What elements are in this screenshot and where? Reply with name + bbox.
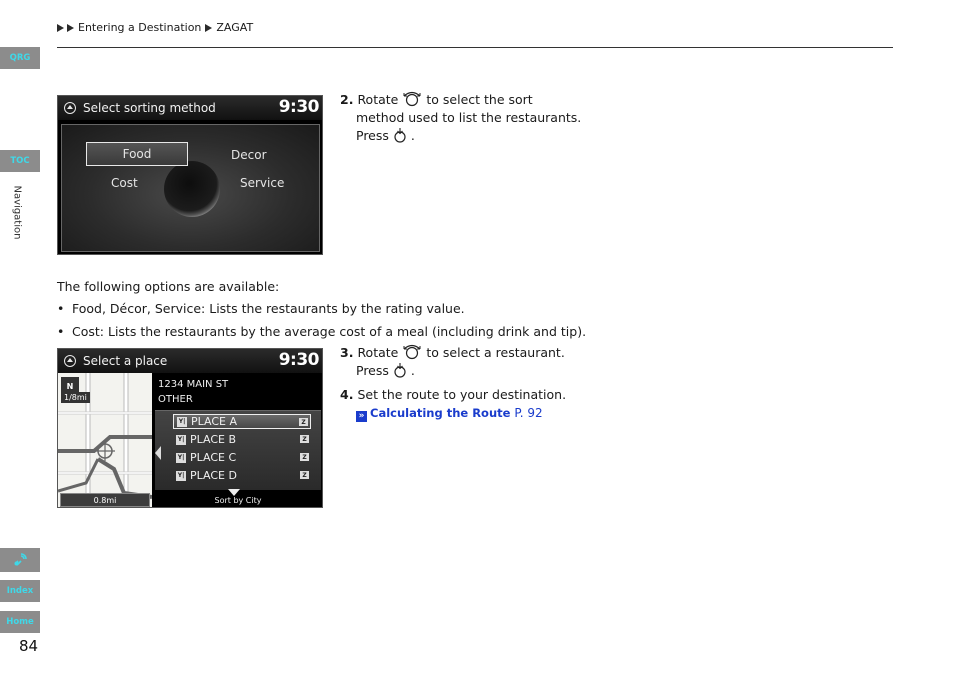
zagat-badge-icon: Z <box>300 435 309 443</box>
place-list-item[interactable] <box>173 432 311 447</box>
zagat-badge-icon: Z <box>299 418 308 426</box>
map-scale: 1/8mi <box>61 392 90 403</box>
step-3 <box>340 344 565 380</box>
breadcrumb-arrow-icon <box>205 24 212 32</box>
cross-reference-page[interactable]: P. 92 <box>514 406 543 420</box>
header-divider <box>57 47 893 48</box>
place-list-item[interactable] <box>173 468 311 483</box>
restaurant-icon: Y| <box>177 454 185 461</box>
screen-title: Select a place <box>83 354 168 368</box>
cross-reference-link[interactable]: Calculating the Route <box>370 406 511 420</box>
step-number: 3. <box>340 345 354 360</box>
step-text: method used to list the restaurants. <box>356 110 582 125</box>
map-distance: 0.8mi <box>93 495 117 505</box>
bullet-desc: : Lists the restaurants by the rating value. <box>201 301 465 316</box>
interface-dial-press-icon <box>392 127 408 143</box>
screen-clock: 9:30 <box>278 97 319 117</box>
page-number: 84 <box>19 637 39 655</box>
address-line-2: OTHER <box>158 394 193 405</box>
list-back-arrow-icon[interactable] <box>155 446 161 460</box>
step-text: . <box>410 363 415 378</box>
voice-command-icon <box>12 552 28 568</box>
place-list-item[interactable] <box>173 414 311 429</box>
selector-knob-icon <box>164 161 220 217</box>
step-4 <box>340 386 566 422</box>
sort-option-service: Service <box>240 176 285 190</box>
zagat-badge-icon: Z <box>300 453 309 461</box>
cross-reference[interactable] <box>340 404 566 422</box>
address-line-1: 1234 MAIN ST <box>158 379 229 390</box>
step-text: to select a restaurant. <box>426 345 565 360</box>
step-2 <box>340 91 581 145</box>
bullet-dot: • <box>57 324 65 339</box>
bullet-term: Cost <box>72 324 100 339</box>
link-arrow-icon: » <box>356 411 367 422</box>
sort-option-decor: Decor <box>231 148 267 162</box>
breadcrumb <box>57 21 255 34</box>
step-text: . <box>410 128 415 143</box>
place-label: PLACE C <box>190 451 237 464</box>
north-up-icon[interactable]: N <box>61 377 79 395</box>
home-icon <box>64 355 76 367</box>
sort-option-food: Food <box>86 142 188 166</box>
section-label-text: Navigation <box>11 185 23 239</box>
bullet-desc: : Lists the restaurants by the average cost of a meal (including drink and tip). <box>99 324 587 339</box>
home-tab[interactable]: Home <box>0 611 40 633</box>
step-text: Rotate <box>357 345 399 360</box>
screen-header <box>58 96 322 120</box>
step-text: Set the route to your destination. <box>357 387 567 402</box>
restaurant-icon: Y| <box>178 418 186 425</box>
select-place-screenshot <box>57 348 323 508</box>
step-text: to select the sort <box>426 92 533 107</box>
place-label: PLACE A <box>191 415 237 428</box>
step-number: 4. <box>340 387 354 402</box>
current-address <box>158 377 228 407</box>
screen-title: Select sorting method <box>83 101 216 115</box>
sort-options-panel <box>61 124 320 252</box>
interface-dial-rotate-icon <box>401 344 423 360</box>
place-list-item[interactable] <box>173 450 311 465</box>
place-label: PLACE D <box>190 469 237 482</box>
index-tab[interactable]: Index <box>0 580 40 602</box>
step-number: 2. <box>340 92 354 107</box>
chevron-down-icon[interactable] <box>228 489 240 496</box>
map-distance-bar <box>60 493 150 507</box>
sort-option-cost: Cost <box>111 176 138 190</box>
section-label <box>5 180 29 244</box>
place-list <box>155 410 321 490</box>
home-icon <box>64 102 76 114</box>
options-intro: The following options are available: <box>57 279 280 294</box>
breadcrumb-link-entering-destination[interactable]: Entering a Destination <box>78 21 202 34</box>
place-list-area <box>152 373 323 508</box>
breadcrumb-arrow-icon <box>67 24 74 32</box>
sorting-method-screenshot <box>57 95 323 255</box>
bullet-item-rating <box>57 301 465 316</box>
step-text: Press <box>356 363 389 378</box>
interface-dial-press-icon <box>392 362 408 378</box>
map-view <box>58 373 152 508</box>
interface-dial-rotate-icon <box>401 91 423 107</box>
restaurant-icon: Y| <box>177 436 185 443</box>
breadcrumb-current-zagat: ZAGAT <box>216 21 254 34</box>
bullet-dot: • <box>57 301 65 316</box>
bullet-term: Food, Décor, Service <box>72 301 202 316</box>
step-text: Rotate <box>357 92 399 107</box>
screen-header <box>58 349 322 373</box>
qrg-tab[interactable]: QRG <box>0 47 40 69</box>
voice-command-tab[interactable] <box>0 548 40 572</box>
breadcrumb-arrow-icon <box>57 24 64 32</box>
place-label: PLACE B <box>190 433 237 446</box>
restaurant-icon: Y| <box>177 472 185 479</box>
toc-tab[interactable]: TOC <box>0 150 40 172</box>
screen-clock: 9:30 <box>278 350 319 370</box>
step-text: Press <box>356 128 389 143</box>
zagat-badge-icon: Z <box>300 471 309 479</box>
sort-by-city-button[interactable]: Sort by City <box>214 496 262 505</box>
bullet-item-cost <box>57 324 586 339</box>
